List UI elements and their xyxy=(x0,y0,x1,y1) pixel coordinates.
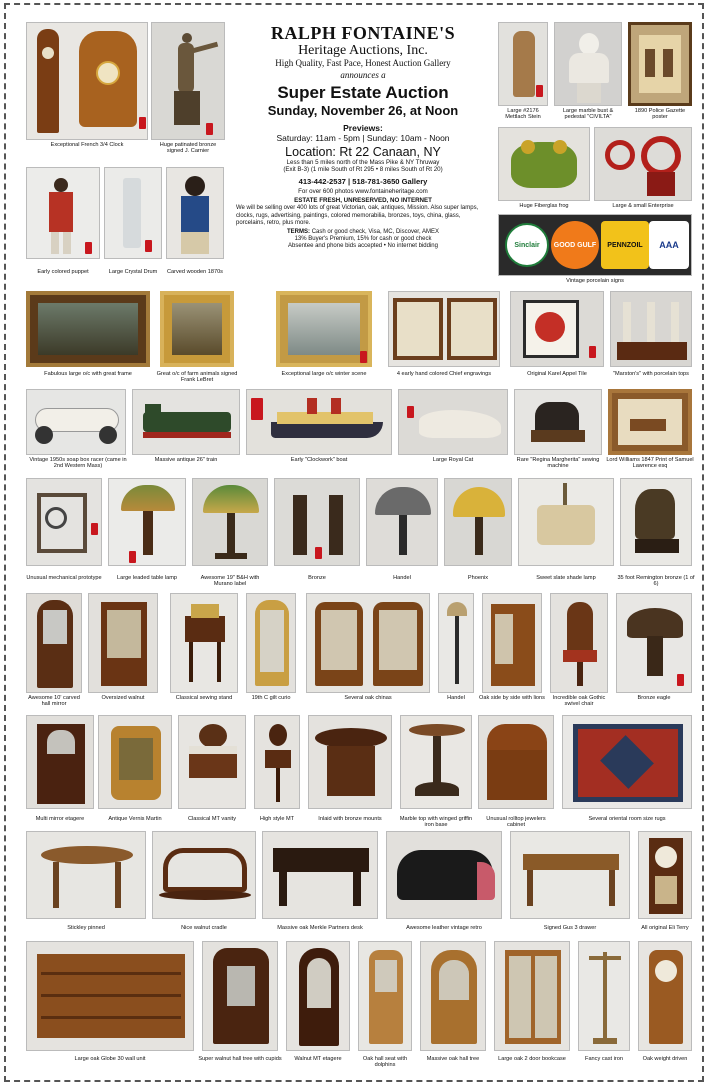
photo-remington-bronze xyxy=(620,478,692,566)
photo-bh-lamp xyxy=(192,478,268,566)
photo-oriental-rugs xyxy=(562,715,692,809)
caption: Walnut MT etagere xyxy=(294,1056,342,1062)
photo-gothic-chair xyxy=(550,593,608,693)
description: We will be selling over 400 lots of great Victorian, oak, antiques, Mission. Also super lamps, clocks, rugs, advertising, paintings, colored memorabilia, bronzes, toys, china, glass, porcelains, retro, plus more. xyxy=(236,205,479,226)
tagline: High Quality, Fast Pace, Honest Auction Gallery xyxy=(275,58,451,68)
sign-pennzoil: PENNZOIL xyxy=(601,221,649,269)
caption: Awesome 10' carved hall mirror xyxy=(28,695,80,708)
photo-appel-tile xyxy=(510,291,604,367)
photo-bronze-eagle xyxy=(616,593,692,693)
photo-gilt-curio xyxy=(246,593,296,693)
caption: Vintage 1950s soap box racer (came in 2nd Western Mass) xyxy=(29,457,127,470)
photo-clockwork-boat xyxy=(246,389,392,455)
premium: 13% Buyer's Premium, 15% for cash or good check xyxy=(294,236,432,243)
photo-hall-mirror xyxy=(26,593,82,693)
caption: Handel xyxy=(447,695,465,701)
photo-marble-bust xyxy=(554,22,622,106)
caption: Large marble bust & pedestal "CIVILTA" xyxy=(562,108,614,121)
directions-2: (Exit B-3) (1 mile South of Rt 295 • 8 miles South of Rt 20) xyxy=(283,166,443,174)
photo-walnut-etagere xyxy=(286,941,350,1051)
caption: Sweet slate shade lamp xyxy=(536,575,596,581)
caption: Large Royal Cat xyxy=(432,457,474,463)
photo-french-clock xyxy=(26,22,148,140)
terms-label: TERMS: xyxy=(287,229,311,236)
company-name: RALPH FONTAINE'S xyxy=(270,23,456,43)
caption: Large #2176 Mettlach Stein xyxy=(505,108,541,121)
caption: Oak weight driven xyxy=(642,1056,688,1062)
photo-beer-taps xyxy=(610,291,692,367)
caption: Classical MT vanity xyxy=(187,816,237,822)
caption: 1890 Police Gazette poster xyxy=(634,108,686,121)
sign-sinclair: Sinclair xyxy=(505,223,549,267)
photo-farm-oil xyxy=(160,291,234,367)
caption: Unusual rolltop jewelers cabinet xyxy=(486,816,546,829)
photo-winter-oil xyxy=(276,291,372,367)
caption: 4 early hand colored Chief engravings xyxy=(396,371,492,377)
photo-partners-desk xyxy=(262,831,378,919)
caption: Unusual mechanical prototype xyxy=(26,575,102,581)
photo-mettlach-stein xyxy=(498,22,548,106)
caption: Awesome 19" B&H with Murano label xyxy=(200,575,260,588)
caption: Exceptional French 3/4 Clock xyxy=(50,142,124,148)
photo-eli-terry-clock xyxy=(638,831,692,919)
photo-williams-print xyxy=(608,389,692,455)
caption: "Marston's" with porcelain tops xyxy=(613,371,689,377)
caption: Early "Clockwork" boat xyxy=(290,457,348,463)
caption: Stickley pinned xyxy=(67,925,105,931)
caption: Handel xyxy=(393,575,411,581)
photo-gus-desk xyxy=(510,831,630,919)
photo-large-oil xyxy=(26,291,150,367)
caption: Massive oak Merkle Partners desk xyxy=(277,925,363,931)
caption: Awesome leather vintage retro xyxy=(406,925,482,931)
company-subtitle: Heritage Auctions, Inc. xyxy=(298,43,428,58)
photo-bronze-lamps xyxy=(274,478,360,566)
photo-police-gazette xyxy=(628,22,692,106)
photo-crystal-drum xyxy=(104,167,162,259)
photo-antique-train xyxy=(132,389,240,455)
sign-gulf: GOOD GULF xyxy=(551,221,599,269)
photo-oak-hall-seat xyxy=(358,941,412,1051)
caption: Vintage porcelain signs xyxy=(566,278,624,284)
photo-mechanical-prototype xyxy=(26,478,102,566)
event-date: Sunday, November 26, at Noon xyxy=(267,103,459,118)
caption: 19th C gilt curio xyxy=(251,695,291,701)
photo-oak-hall-tree xyxy=(420,941,486,1051)
photo-sewing-machine xyxy=(514,389,602,455)
phone: 413-442-2537 | 518-781-3650 Gallery xyxy=(298,176,428,186)
photo-sewing-stand xyxy=(170,593,238,693)
caption: Massive antique 26" train xyxy=(154,457,218,463)
caption: Oak side by side with lions xyxy=(479,695,545,701)
photo-carved-figure xyxy=(166,167,224,259)
photo-royal-cat xyxy=(398,389,508,455)
photo-walnut-hall-tree xyxy=(202,941,278,1051)
caption: Nice walnut cradle xyxy=(181,925,227,931)
absentee: Absentee and phone bids accepted • No internet bidding xyxy=(288,243,438,250)
photo-oak-chinas xyxy=(306,593,430,693)
photo-enterprise-grinders xyxy=(594,127,692,201)
photo-cast-iron-stand xyxy=(578,941,630,1051)
photo-mt-vanity xyxy=(178,715,246,809)
caption: Bronze eagle xyxy=(637,695,671,701)
photo-marble-griffin xyxy=(400,715,472,809)
caption: Several oriental room size rugs xyxy=(588,816,666,822)
photo-etagere xyxy=(26,715,94,809)
estate-fresh: ESTATE FRESH, UNRESERVED, NO INTERNET xyxy=(294,197,432,205)
caption: Multi mirror etagere xyxy=(35,816,85,822)
photo-leather-sofa xyxy=(386,831,502,919)
photo-fiberglas-frog xyxy=(498,127,590,201)
auction-header xyxy=(232,23,494,251)
caption: Lord Williams 1847 Print of Samuel Lawrence esq xyxy=(606,457,694,470)
caption: Signed Gus 3 drawer xyxy=(543,925,597,931)
caption: Inlaid with bronze mounts xyxy=(318,816,382,822)
caption: Incredible oak Gothic swivel chair xyxy=(552,695,606,708)
photo-high-style-mt xyxy=(254,715,300,809)
caption: Massive oak hall tree xyxy=(426,1056,480,1062)
caption: Fancy cast iron xyxy=(585,1056,623,1062)
photos-link[interactable]: For over 600 photos www.fontaineheritage.com xyxy=(298,187,428,195)
caption: Great o/c of farm animals signed Frank LeBret xyxy=(156,371,238,384)
caption: Early colored puppet xyxy=(37,269,89,275)
caption: 35 foot Remington bronze (1 of 6) xyxy=(617,575,695,588)
photo-walnut-cabinet xyxy=(88,593,158,693)
announces: announces a xyxy=(340,70,386,80)
photo-puppet xyxy=(26,167,100,259)
photo-side-by-side xyxy=(482,593,542,693)
caption: Carved wooden 1870s xyxy=(167,269,223,275)
photo-oak-bookcase xyxy=(494,941,570,1051)
photo-stickley-table xyxy=(26,831,146,919)
photo-phoenix-lamp xyxy=(444,478,512,566)
photo-porcelain-signs xyxy=(498,214,692,276)
photo-vernis-martin xyxy=(98,715,172,809)
caption: All original Eli Terry xyxy=(641,925,689,931)
caption: Large Crystal Drum xyxy=(108,269,158,275)
caption: Huge Fiberglas frog xyxy=(519,203,569,209)
caption: Rare "Regina Margherita" sewing machine xyxy=(516,457,600,470)
caption: Large oak Globe 30 wall unit xyxy=(74,1056,146,1062)
photo-leaded-lamp xyxy=(108,478,186,566)
sign-aaa: AAA xyxy=(649,221,689,269)
caption: Fabulous large o/c with great frame xyxy=(44,371,132,377)
event-title: Super Estate Auction xyxy=(277,83,449,102)
caption: Marble top with winged griffin iron base xyxy=(399,816,473,829)
caption: Super walnut hall tree with cupids xyxy=(198,1056,282,1062)
photo-slate-lamp xyxy=(518,478,614,566)
terms-text: Cash or good check, Visa, MC, Discover, AMEX xyxy=(311,229,439,236)
caption: Bronze xyxy=(308,575,326,581)
photo-inlaid-table xyxy=(308,715,392,809)
caption: Huge patinated bronze signed J. Carnier xyxy=(159,142,217,155)
caption: Classical sewing stand xyxy=(175,695,233,701)
caption: Antique Vernis Martin xyxy=(108,816,162,822)
caption: Phoenix xyxy=(467,575,489,581)
photo-weight-driven-clock xyxy=(638,941,692,1051)
caption: Large leaded table lamp xyxy=(116,575,178,581)
photo-soap-box-racer xyxy=(26,389,126,455)
caption: Original Karel Appel Tile xyxy=(527,371,587,377)
photo-walnut-cradle xyxy=(152,831,256,919)
terms-line xyxy=(232,229,494,236)
photo-bronze-statue xyxy=(151,22,225,140)
photo-chief-engravings xyxy=(388,291,500,367)
caption: Oversized walnut xyxy=(101,695,145,701)
caption: Several oak chinas xyxy=(344,695,392,701)
location: Location: Rt 22 Canaan, NY xyxy=(285,145,441,159)
auction-flyer xyxy=(4,3,704,1082)
caption: Large oak 2 door bookcase xyxy=(498,1056,566,1062)
photo-rolltop-cabinet xyxy=(478,715,554,809)
photo-handel-floor-lamp xyxy=(438,593,474,693)
photo-handel-lamp xyxy=(366,478,438,566)
caption: Oak hall seat with dolphins xyxy=(362,1056,408,1069)
caption: Large & small Enterprise xyxy=(612,203,674,209)
caption: Exceptional large o/c winter scene xyxy=(281,371,367,377)
photo-globe-wall-unit xyxy=(26,941,194,1051)
directions-1: Less than 5 miles north of the Mass Pike & NY Thruway xyxy=(286,159,440,166)
caption: High style MT xyxy=(259,816,295,822)
previews-times: Saturday: 11am - 5pm | Sunday: 10am - Noon xyxy=(276,133,450,143)
previews-label: Previews: xyxy=(343,123,383,133)
